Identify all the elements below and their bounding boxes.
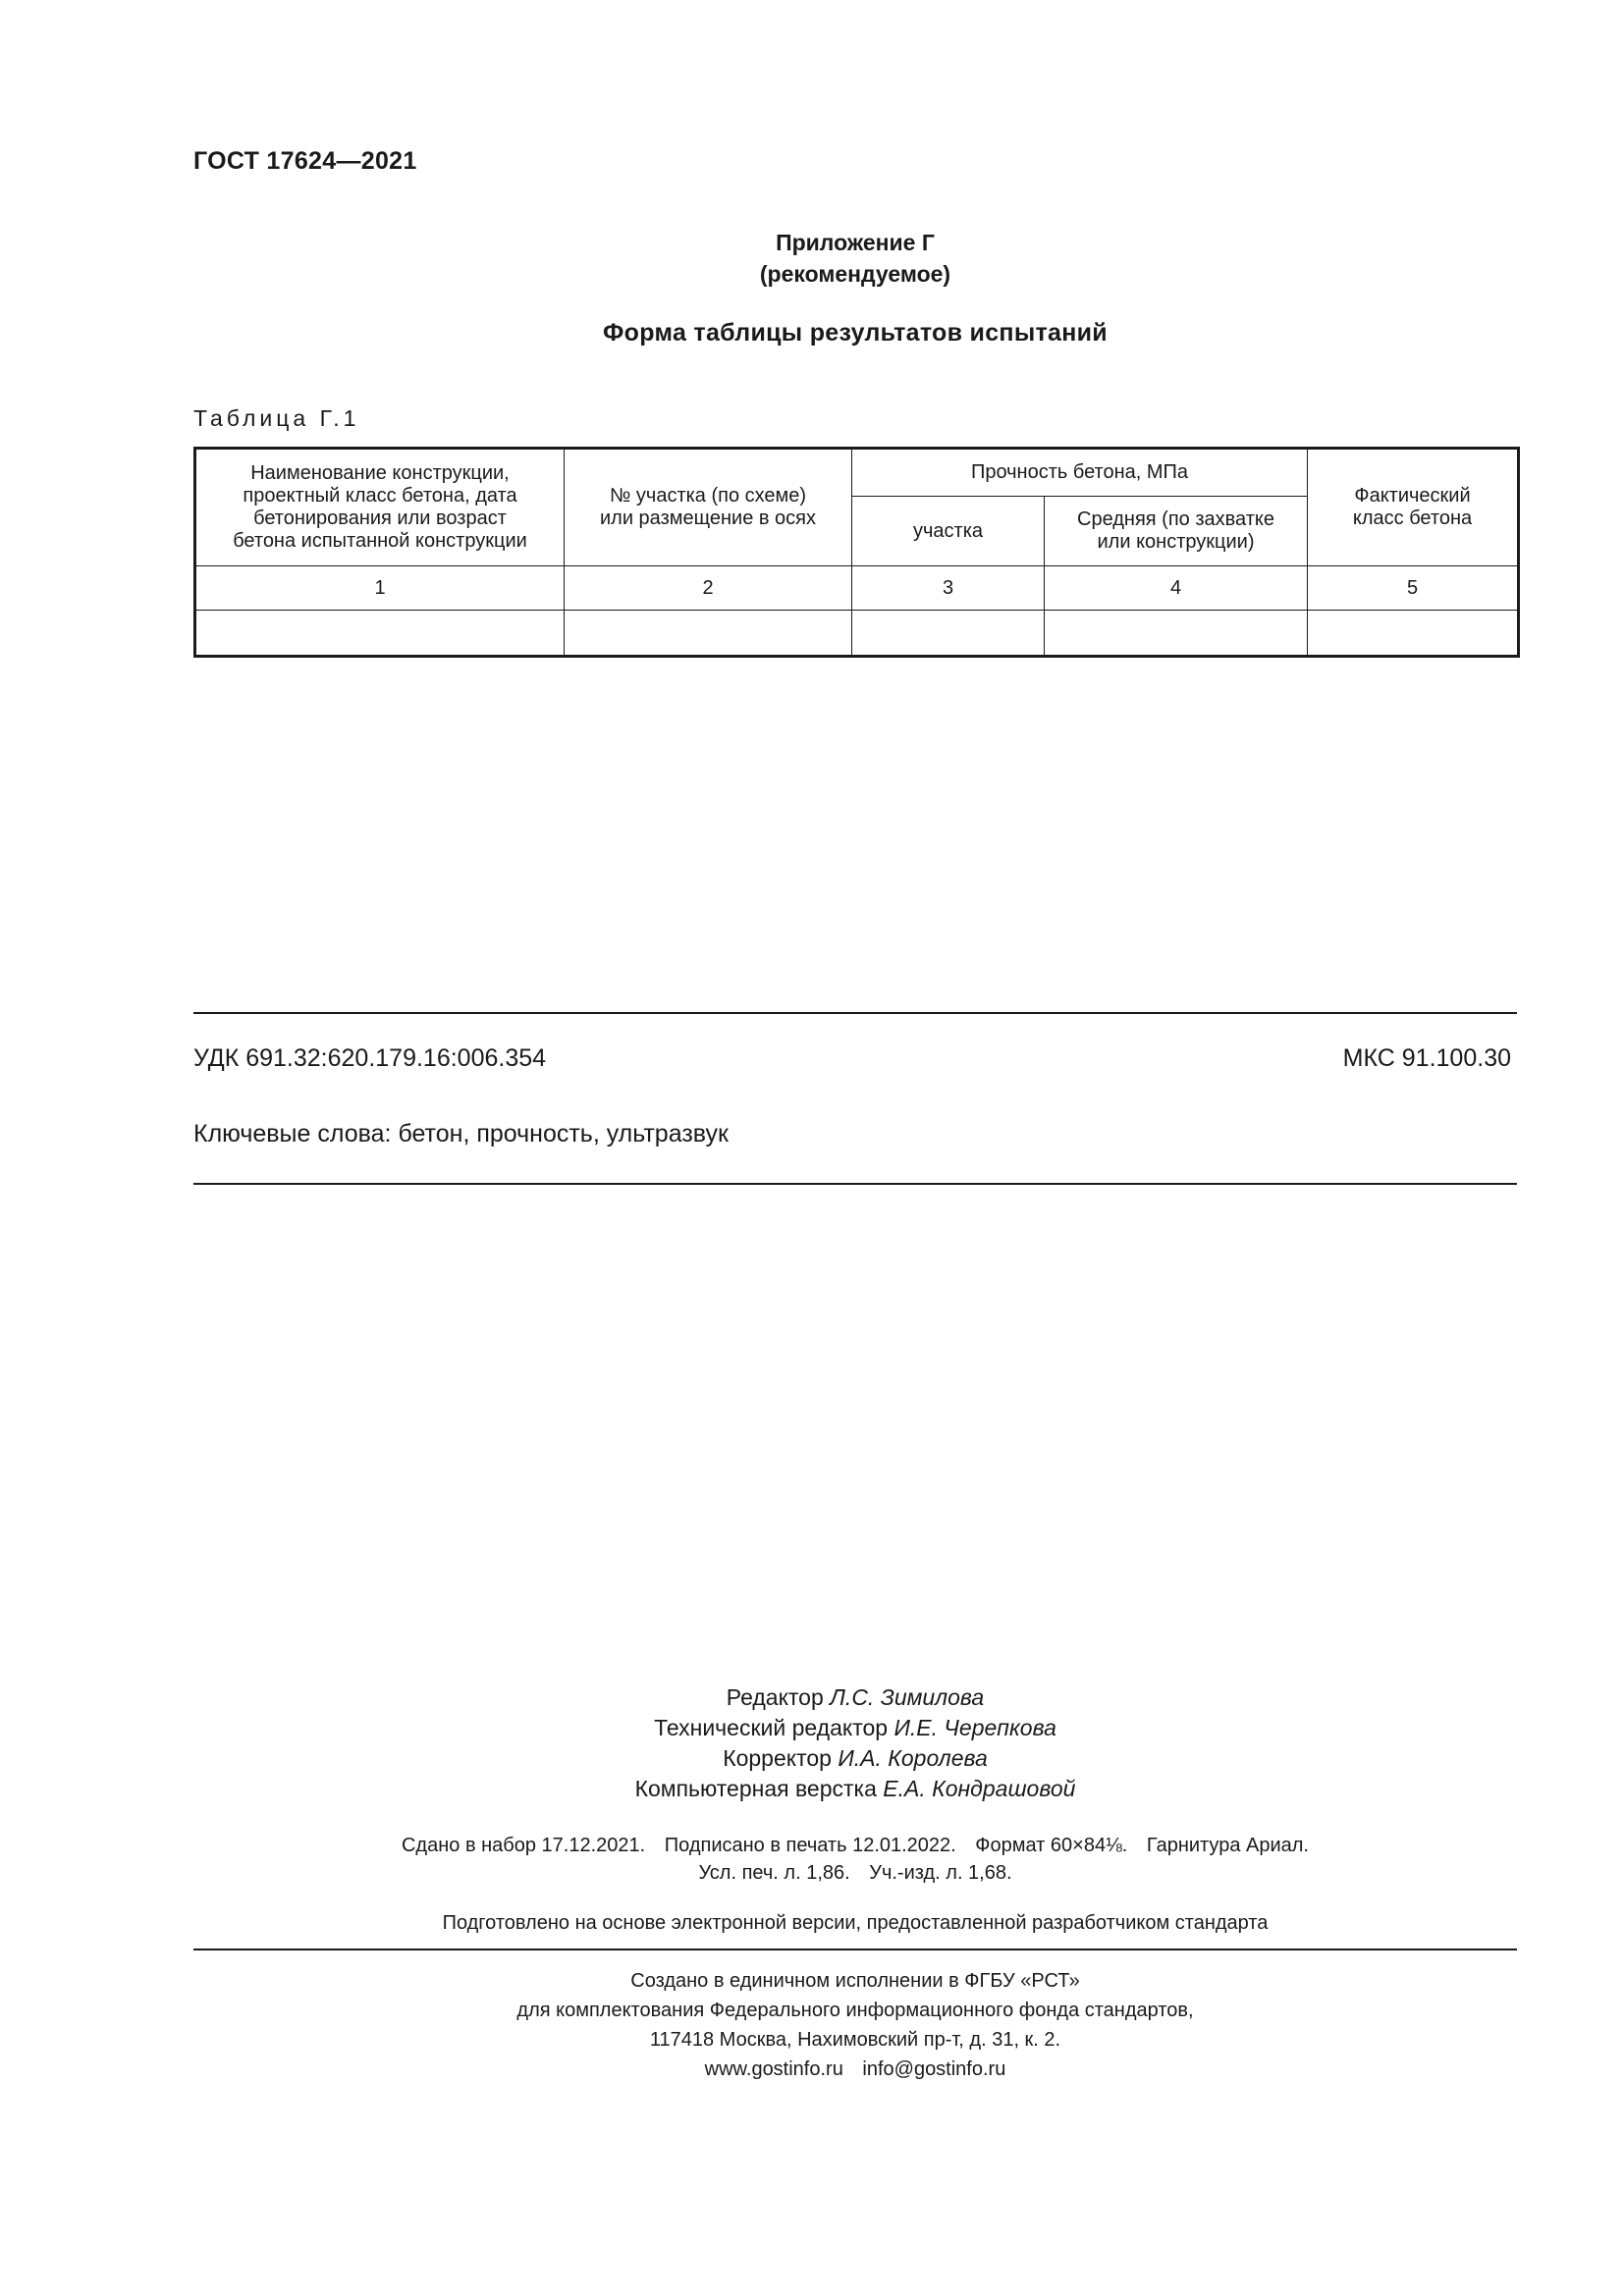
publisher-website: www.gostinfo.ru: [704, 2058, 843, 2080]
prepared-note: Подготовлено на основе электронной версии, предоставленной разработчиком стандарта: [442, 1912, 1269, 1934]
mks-code: МКС 91.100.30: [1342, 1044, 1511, 1072]
table-cell: [1308, 611, 1519, 657]
credit-layout: Компьютерная верстка Е.А. Кондрашовой: [634, 1776, 1076, 1801]
appendix-status: (рекомендуемое): [759, 261, 951, 287]
publisher-info: Создано в единичном исполнении в ФГБУ «РСТ» для комплектования Федерального информационного фонда стандартов, 117418 Москва, Нахимовский пр-т, д. 31, к. 2. www.gostinfo.ru info@gostinfo.ru: [516, 1970, 1194, 2080]
publisher-email: info@gostinfo.ru: [862, 2058, 1006, 2080]
header-section-number: № участка (по схеме) или размещение в осях: [565, 449, 852, 566]
credit-editor: Редактор Л.С. Зимилова: [726, 1684, 985, 1710]
divider: [193, 1012, 1517, 1014]
column-number: 5: [1308, 566, 1519, 611]
header-actual-class: Фактический класс бетона: [1308, 449, 1519, 566]
print-info: Сдано в набор 17.12.2021. Подписано в печать 12.01.2022. Формат 60×84⅛. Гарнитура Ариал. Усл. печ. л. 1,86. Уч.-изд. л. 1,68.: [401, 1835, 1309, 1884]
table-cell: [565, 611, 852, 657]
udc-code: УДК 691.32:620.179.16:006.354: [193, 1044, 547, 1072]
column-number-row: [195, 566, 1519, 611]
header-section-strength: участка: [852, 497, 1045, 566]
table-row: [195, 611, 1519, 657]
table-header-row: [195, 449, 1519, 497]
table-cell: [1045, 611, 1308, 657]
appendix-title: Приложение Г: [776, 230, 935, 255]
header-average-strength: Средняя (по захватке или конструкции): [1045, 497, 1308, 566]
column-number: 1: [195, 566, 565, 611]
divider: [193, 1949, 1517, 1950]
form-title: Форма таблицы результатов испытаний: [603, 319, 1108, 347]
credit-corrector: Корректор И.А. Королева: [723, 1745, 988, 1771]
header-construction: Наименование конструкции, проектный класс бетона, дата бетонирования или возраст бетона испытанной конструкции: [195, 449, 565, 566]
editorial-credits: [193, 1682, 1517, 1804]
column-number: 2: [565, 566, 852, 611]
table-caption: Таблица Г.1: [193, 405, 360, 431]
table-cell: [852, 611, 1045, 657]
divider: [193, 1183, 1517, 1185]
column-number: 3: [852, 566, 1045, 611]
credit-tech-editor: Технический редактор И.Е. Черепкова: [654, 1715, 1056, 1740]
column-number: 4: [1045, 566, 1308, 611]
table-cell: [195, 611, 565, 657]
header-strength-group: Прочность бетона, МПа: [852, 449, 1308, 497]
results-table: [193, 447, 1520, 658]
document-code: ГОСТ 17624—2021: [193, 147, 417, 175]
keywords: Ключевые слова: бетон, прочность, ультразвук: [193, 1120, 729, 1148]
